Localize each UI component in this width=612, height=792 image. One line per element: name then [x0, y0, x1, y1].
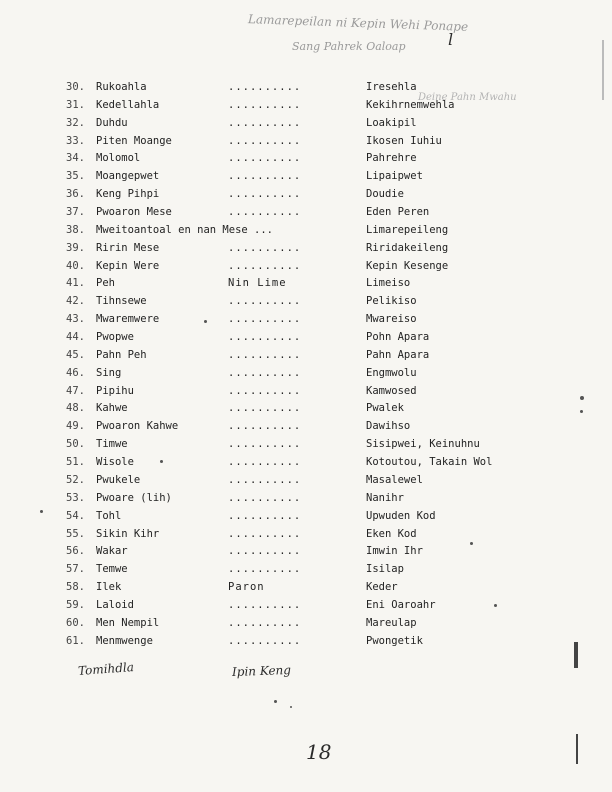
row-number: 57. [66, 563, 85, 576]
row-middle: .......... [228, 98, 302, 111]
row-number: 56. [66, 545, 85, 558]
scan-speck [204, 320, 207, 323]
row-translation: Limeiso [366, 277, 411, 290]
row-name: Mweitoantoal en nan Mese ... [96, 223, 274, 236]
row-translation: Imwin Ihr [366, 545, 423, 558]
row-name: Timwe [96, 438, 128, 451]
row-name: Pwoaron Kahwe [96, 420, 179, 433]
list-row [0, 96, 612, 114]
row-middle: .......... [228, 259, 302, 272]
row-middle: Paron [228, 581, 265, 594]
row-name: Kepin Were [96, 259, 160, 272]
list-row [0, 203, 612, 221]
page-number: 18 [306, 740, 332, 764]
row-middle: .......... [228, 188, 302, 201]
row-name: Rukoahla [96, 81, 147, 93]
row-name: Molomol [96, 152, 141, 165]
row-number: 30. [66, 81, 85, 93]
row-middle: .......... [228, 331, 302, 344]
row-middle: .......... [228, 598, 302, 611]
list-row [0, 525, 612, 543]
row-number: 49. [66, 420, 85, 433]
list-row [0, 239, 612, 257]
list-row [0, 399, 612, 417]
list-row [0, 417, 612, 435]
row-name: Piten Moange [96, 134, 172, 147]
row-number: 48. [66, 402, 85, 415]
row-number: 36. [66, 188, 85, 201]
row-translation: Kamwosed [366, 384, 417, 397]
handwritten-heading: Lamarepeilan ni Kepin Wehi Ponape [247, 12, 469, 34]
row-number: 55. [66, 527, 85, 540]
row-middle: .......... [228, 134, 302, 147]
list-row [0, 453, 612, 471]
row-number: 33. [66, 134, 85, 147]
row-middle: .......... [228, 545, 302, 558]
row-translation: Kekihrnemwehla [366, 98, 455, 111]
row-number: 50. [66, 438, 85, 451]
list-row [0, 382, 612, 400]
row-translation: Sisipwei, Keinuhnu [366, 438, 480, 451]
scan-speck [494, 604, 497, 607]
row-middle: .......... [228, 473, 302, 486]
list-row [0, 328, 612, 346]
row-middle: .......... [228, 438, 302, 451]
row-name: Ririn Mese [96, 241, 160, 254]
row-name: Wisole [96, 456, 134, 469]
row-number: 60. [66, 616, 85, 629]
row-middle: .......... [228, 420, 302, 433]
row-middle: .......... [228, 241, 302, 254]
scan-speck [580, 410, 583, 413]
row-number: 37. [66, 206, 85, 219]
list-row [0, 149, 612, 167]
list-row [0, 185, 612, 203]
list-row [0, 114, 612, 132]
row-number: 58. [66, 581, 85, 594]
list-row [0, 471, 612, 489]
row-translation: Pahn Apara [366, 348, 430, 361]
row-middle: .......... [228, 384, 302, 397]
binding-mark [602, 40, 604, 100]
list-row [0, 257, 612, 275]
row-name: Keng Pihpi [96, 188, 160, 201]
row-translation: Pwongetik [366, 634, 423, 647]
row-translation: Ikosen Iuhiu [366, 134, 442, 147]
row-translation: Engmwolu [366, 366, 417, 379]
row-middle: .......... [228, 616, 302, 629]
row-name: Moangepwet [96, 170, 160, 183]
row-number: 38. [66, 223, 85, 236]
row-translation: Dawihso [366, 420, 411, 433]
row-number: 53. [66, 491, 85, 504]
row-name: Laloid [96, 598, 134, 611]
row-translation: Pohn Apara [366, 331, 430, 344]
row-number: 46. [66, 366, 85, 379]
scan-speck [580, 396, 584, 400]
row-translation: Lipaipwet [366, 170, 423, 183]
row-middle: .......... [228, 366, 302, 379]
binding-mark [574, 642, 578, 668]
row-translation: Kepin Kesenge [366, 259, 449, 272]
row-name: Pipihu [96, 384, 134, 397]
row-middle: .......... [228, 402, 302, 415]
row-middle: .......... [228, 348, 302, 361]
list-row [0, 560, 612, 578]
row-translation: Pwalek [366, 402, 404, 415]
row-translation: Pahrehre [366, 152, 417, 165]
row-name: Ilek [96, 581, 122, 594]
row-number: 52. [66, 473, 85, 486]
scan-speck [160, 460, 163, 463]
list-row [0, 292, 612, 310]
row-number: 61. [66, 634, 85, 647]
row-name: Temwe [96, 563, 128, 576]
row-middle: .......... [228, 206, 302, 219]
row-translation: Kotoutou, Takain Wol [366, 456, 493, 469]
row-name: Kahwe [96, 402, 128, 415]
list-row [0, 614, 612, 632]
list-row [0, 132, 612, 150]
row-number: 54. [66, 509, 85, 522]
row-name: Duhdu [96, 116, 128, 129]
handwritten-subheading: Sang Pahrek Oaloap [292, 40, 406, 53]
row-name: Tohl [96, 509, 122, 522]
row-translation: Upwuden Kod [366, 509, 436, 522]
row-name: Pwopwe [96, 331, 134, 344]
row-translation: Iresehla [366, 81, 417, 93]
row-translation: Pelikiso [366, 295, 417, 308]
row-translation: Isilap [366, 563, 404, 576]
row-name: Mwaremwere [96, 313, 160, 326]
row-number: 40. [66, 259, 85, 272]
row-number: 47. [66, 384, 85, 397]
row-middle: Nin Lime [228, 277, 287, 290]
row-translation: Mareulap [366, 616, 417, 629]
row-name: Pwukele [96, 473, 141, 486]
row-translation: Masalewel [366, 473, 423, 486]
row-name: Kedellahla [96, 98, 160, 111]
list-row [0, 435, 612, 453]
row-number: 43. [66, 313, 85, 326]
handwritten-note: Deine Pahn Mwahu [418, 92, 517, 103]
row-middle: .......... [228, 509, 302, 522]
row-number: 59. [66, 598, 85, 611]
row-name: Sikin Kihr [96, 527, 160, 540]
row-middle: .......... [228, 456, 302, 469]
row-middle: .......... [228, 295, 302, 308]
row-middle: .......... [228, 527, 302, 540]
row-name: Tihnsewe [96, 295, 147, 308]
row-name: Peh [96, 277, 115, 290]
list-row [0, 578, 612, 596]
scan-speck [40, 510, 43, 513]
row-middle: .......... [228, 152, 302, 165]
row-translation: Loakipil [366, 116, 417, 129]
row-middle: .......... [228, 116, 302, 129]
row-name: Menmwenge [96, 634, 153, 647]
row-middle: .......... [228, 313, 302, 326]
signature-left: Tomihdla [77, 660, 135, 678]
list-row [0, 167, 612, 185]
row-translation: Eken Kod [366, 527, 417, 540]
row-translation: Doudie [366, 188, 404, 201]
row-number: 44. [66, 331, 85, 344]
row-middle: .......... [228, 170, 302, 183]
row-number: 42. [66, 295, 85, 308]
row-number: 39. [66, 241, 85, 254]
list-row [0, 632, 612, 650]
corner-mark: l [448, 30, 454, 49]
row-middle: .......... [228, 634, 302, 647]
row-translation: Riridakeileng [366, 241, 449, 254]
row-number: 45. [66, 348, 85, 361]
list-row [0, 596, 612, 614]
row-number: 41. [66, 277, 85, 290]
list-row [0, 507, 612, 525]
row-middle: .......... [228, 563, 302, 576]
row-number: 31. [66, 98, 85, 111]
row-name: Sing [96, 366, 122, 379]
row-name: Pwoaron Mese [96, 206, 172, 219]
list-row [0, 346, 612, 364]
list-row [0, 221, 612, 239]
list-row [0, 542, 612, 560]
row-translation: Mwareiso [366, 313, 417, 326]
list-row [0, 310, 612, 328]
list-row [0, 78, 612, 96]
row-translation: Eni Oaroahr [366, 598, 436, 611]
row-translation: Eden Peren [366, 206, 430, 219]
row-number: 32. [66, 116, 85, 129]
row-name: Pwoare (lih) [96, 491, 172, 504]
row-number: 35. [66, 170, 85, 183]
binding-mark [576, 734, 578, 764]
list-row [0, 364, 612, 382]
row-number: 51. [66, 456, 85, 469]
row-name: Wakar [96, 545, 128, 558]
row-name: Men Nempil [96, 616, 160, 629]
scan-speck [274, 700, 277, 703]
list-row [0, 274, 612, 292]
list-row [0, 489, 612, 507]
row-translation: Keder [366, 581, 398, 594]
row-middle: .......... [228, 81, 302, 93]
scan-speck [290, 706, 292, 708]
row-name: Pahn Peh [96, 348, 147, 361]
signature-right: Ipin Keng [231, 662, 292, 680]
row-translation: Limarepeileng [366, 223, 449, 236]
row-number: 34. [66, 152, 85, 165]
row-middle: .......... [228, 491, 302, 504]
scan-speck [470, 542, 473, 545]
row-translation: Nanihr [366, 491, 404, 504]
